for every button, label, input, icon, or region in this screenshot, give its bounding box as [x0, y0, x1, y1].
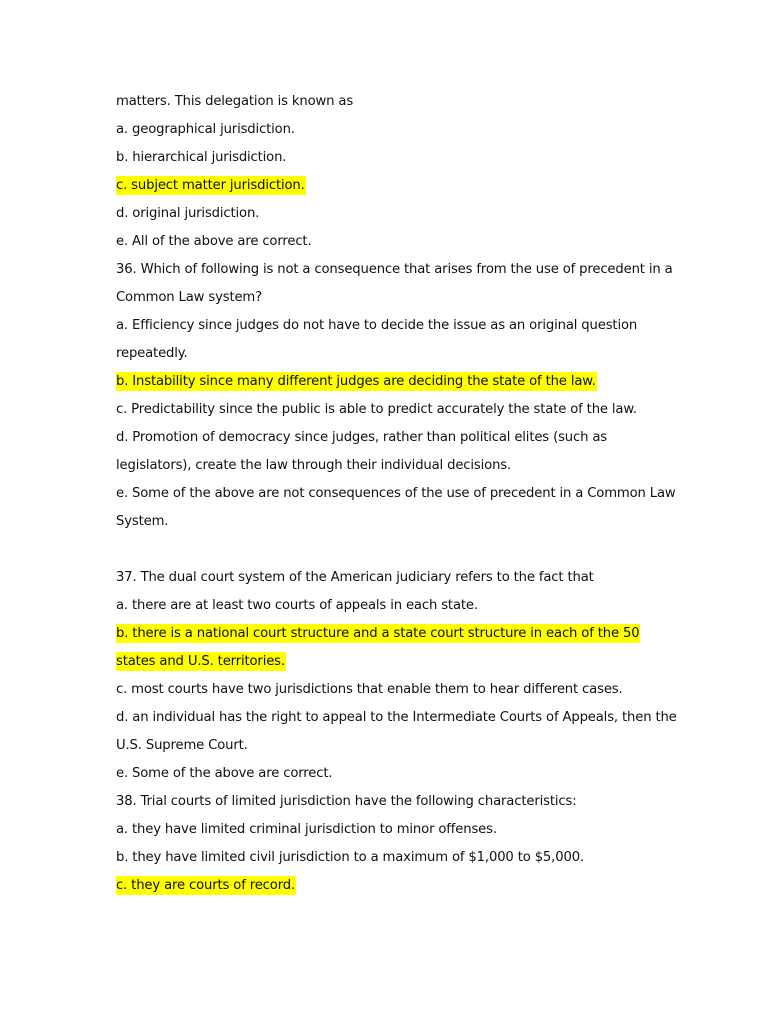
text-line	[116, 256, 676, 284]
text-line	[116, 816, 676, 844]
text-line	[116, 228, 676, 256]
text-line	[116, 396, 676, 424]
text-line	[116, 676, 676, 704]
text-line	[116, 732, 676, 760]
text-line	[116, 844, 676, 872]
line-text: e. All of the above are correct.	[116, 234, 312, 249]
highlighted-text: c. they are courts of record.	[116, 878, 295, 893]
text-line	[116, 424, 676, 452]
text-line	[116, 284, 676, 312]
line-text: b. they have limited civil jurisdiction to a maximum of $1,000 to $5,000.	[116, 850, 584, 865]
line-text: U.S. Supreme Court.	[116, 738, 248, 753]
line-text: repeatedly.	[116, 346, 188, 361]
line-text: Common Law system?	[116, 290, 262, 305]
highlighted-answer-line	[116, 172, 676, 200]
line-text: c. Predictability since the public is able to predict accurately the state of the law.	[116, 402, 637, 417]
line-text: e. Some of the above are not consequences of the use of precedent in a Common Law	[116, 486, 676, 501]
text-line	[116, 312, 676, 340]
blank-line	[116, 536, 676, 564]
line-text: 38. Trial courts of limited jurisdiction have the following characteristics:	[116, 794, 577, 809]
text-line	[116, 508, 676, 536]
text-line	[116, 200, 676, 228]
line-text: d. an individual has the right to appeal to the Intermediate Courts of Appeals, then the	[116, 710, 677, 725]
line-text: c. most courts have two jurisdictions that enable them to hear different cases.	[116, 682, 623, 697]
highlighted-text: b. Instability since many different judges are deciding the state of the law.	[116, 374, 596, 389]
highlighted-answer-line	[116, 620, 676, 648]
line-text: a. there are at least two courts of appeals in each state.	[116, 598, 478, 613]
line-text: a. geographical jurisdiction.	[116, 122, 295, 137]
highlighted-text: b. there is a national court structure and a state court structure in each of the 50	[116, 626, 640, 641]
highlighted-answer-line	[116, 872, 676, 900]
text-line	[116, 340, 676, 368]
highlighted-text: c. subject matter jurisdiction.	[116, 178, 305, 193]
line-text: d. original jurisdiction.	[116, 206, 260, 221]
line-text: 37. The dual court system of the American judiciary refers to the fact that	[116, 570, 594, 585]
highlighted-answer-line	[116, 368, 676, 396]
line-text: matters. This delegation is known as	[116, 94, 354, 109]
line-text: d. Promotion of democracy since judges, rather than political elites (such as	[116, 430, 607, 445]
text-line	[116, 564, 676, 592]
line-text: e. Some of the above are correct.	[116, 766, 333, 781]
text-line	[116, 116, 676, 144]
text-line	[116, 788, 676, 816]
line-text: a. Efficiency since judges do not have to decide the issue as an original question	[116, 318, 638, 333]
text-line	[116, 704, 676, 732]
line-text: 36. Which of following is not a consequence that arises from the use of precedent in a	[116, 262, 673, 277]
highlighted-answer-line	[116, 648, 676, 676]
text-line	[116, 480, 676, 508]
line-text: b. hierarchical jurisdiction.	[116, 150, 287, 165]
text-line	[116, 452, 676, 480]
line-text: a. they have limited criminal jurisdiction to minor offenses.	[116, 822, 497, 837]
highlighted-text: states and U.S. territories.	[116, 654, 285, 669]
text-line	[116, 144, 676, 172]
line-text: legislators), create the law through their individual decisions.	[116, 458, 512, 473]
text-line	[116, 760, 676, 788]
text-line	[116, 88, 676, 116]
line-text: System.	[116, 514, 169, 529]
document-body	[116, 88, 676, 900]
text-line	[116, 592, 676, 620]
